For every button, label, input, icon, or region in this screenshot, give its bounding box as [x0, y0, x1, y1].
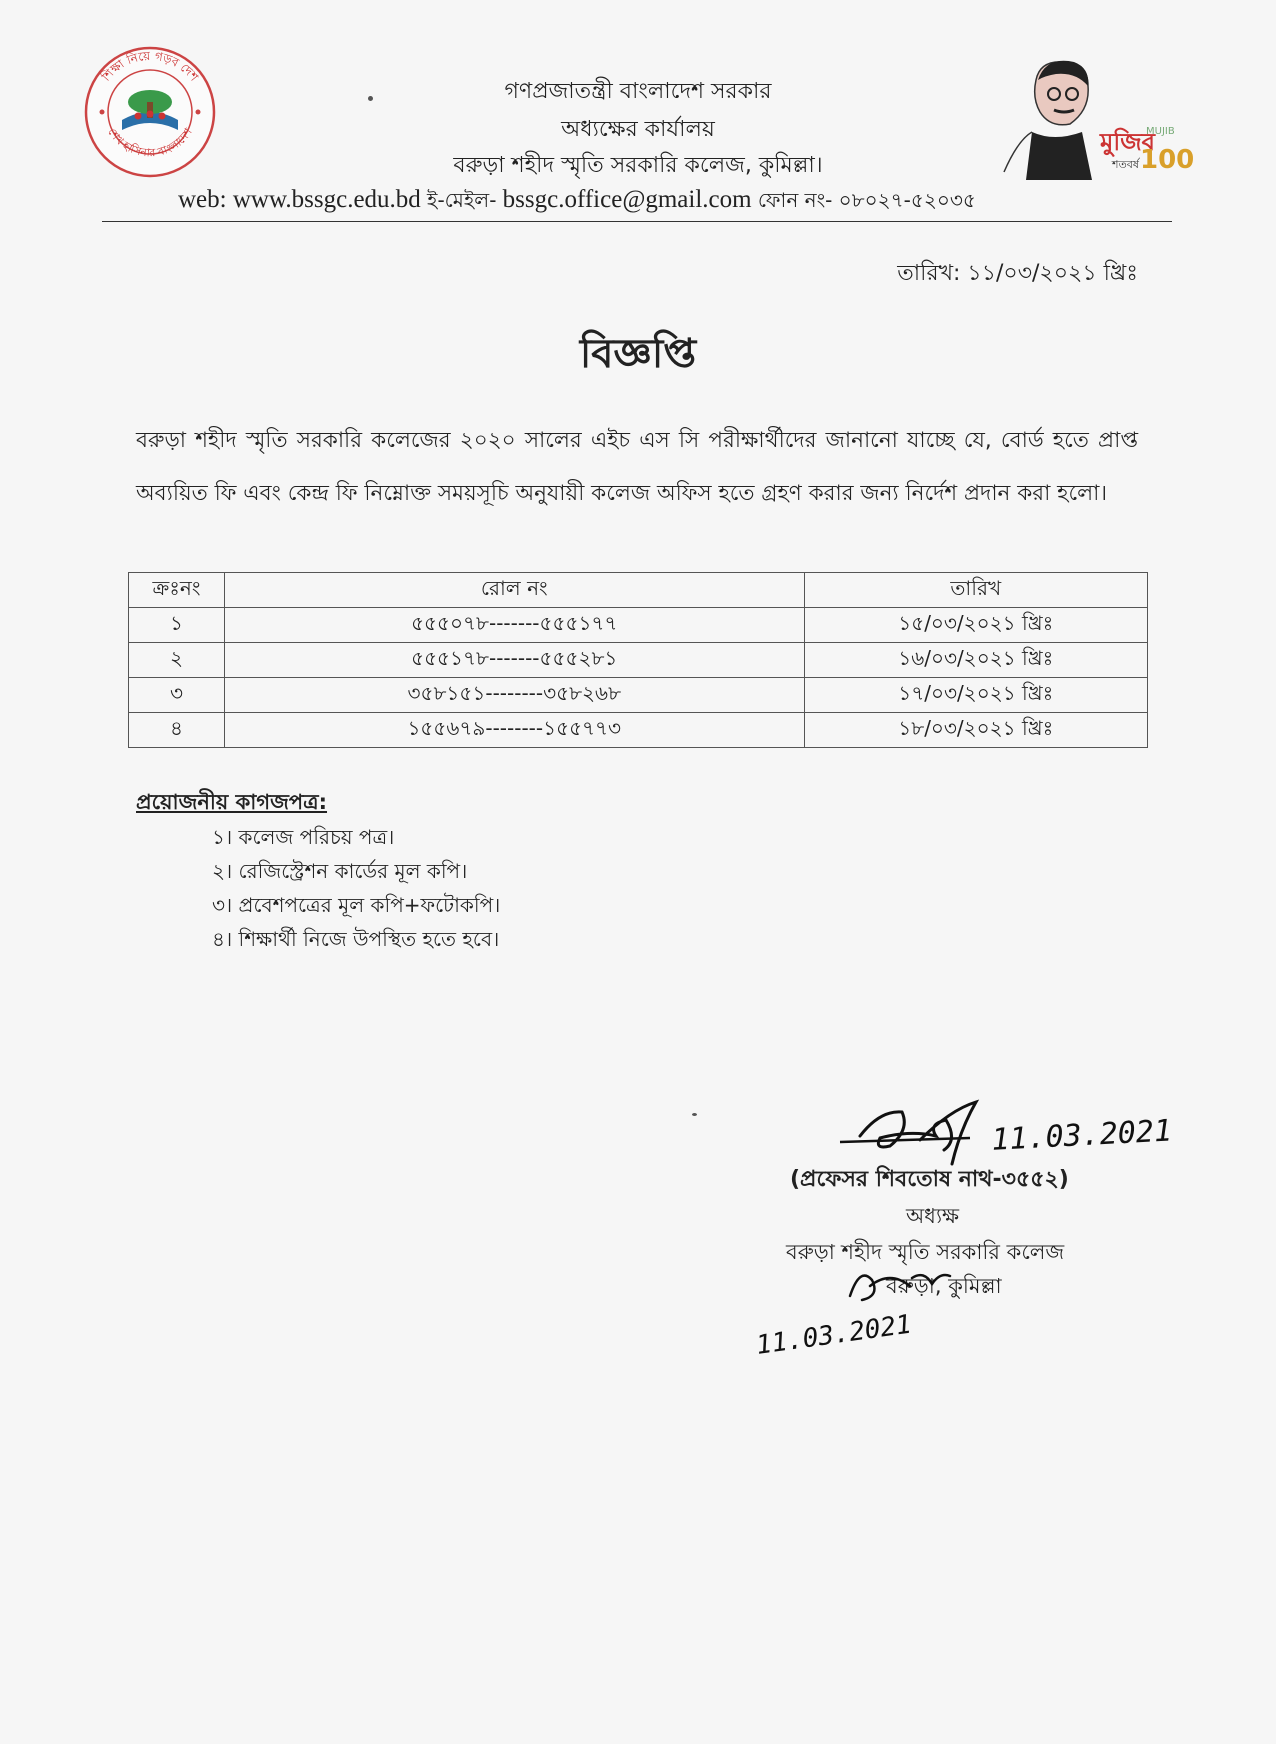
principal-place: বরুড়া, কুমিল্লা [886, 1274, 1002, 1298]
serial-cell: ১ [129, 608, 225, 643]
list-item: ৩। প্রবেশপত্রের মূল কপি+ফটোকপি। [212, 893, 501, 917]
scan-speck [368, 96, 373, 101]
serial-cell: ৪ [129, 713, 225, 748]
svg-text:100: 100 [1140, 145, 1195, 175]
date-cell: ১৬/০৩/২০২১ খ্রিঃ [804, 643, 1147, 678]
serial-cell: ৩ [129, 678, 225, 713]
serial-cell: ২ [129, 643, 225, 678]
principal-college: বরুড়া শহীদ স্মৃতি সরকারি কলেজ [786, 1240, 1065, 1264]
roll-range-cell: ১৫৫৬৭৯--------১৫৫৭৭৩ [224, 713, 804, 748]
list-item: ৪। শিক্ষার্থী নিজে উপস্থিত হতে হবে। [212, 927, 500, 951]
requirements-list [212, 820, 500, 956]
email-link[interactable]: bssgc.office@gmail.com [502, 186, 752, 213]
table-header-row [129, 573, 1148, 608]
principal-name: (প্রফেসর শিবতোষ নাথ-৩৫৫২) [790, 1167, 1069, 1192]
email-label: ই-মেইল- [427, 188, 497, 212]
svg-text:MUJIB: MUJIB [1146, 126, 1175, 137]
roll-range-cell: ৫৫৫০৭৮-------৫৫৫১৭৭ [224, 608, 804, 643]
notice-title: বিজ্ঞপ্তি [579, 331, 697, 377]
table-row [129, 713, 1148, 748]
table-row [129, 608, 1148, 643]
table-row [129, 643, 1148, 678]
svg-text:11.03.2021: 11.03.2021 [990, 1113, 1173, 1158]
notice-date: তারিখ: ১১/০৩/২০২১ খ্রিঃ [897, 261, 1138, 286]
header-college: বরুড়া শহীদ স্মৃতি সরকারি কলেজ, কুমিল্লা। [453, 153, 823, 178]
notice-body: বরুড়া শহীদ স্মৃতি সরকারি কলেজের ২০২০ সালের এইচ এস সি পরীক্ষার্থীদের জানানো যাচ্ছে যে, বোর্ড হতে প্রাপ্ত অব্যয়িত ফি এবং কেন্দ্র ফি নিম্নোক্ত সময়সূচি অনুযায়ী কলেজ অফিস হতে গ্রহণ করার জন্য নির্দেশ প্রদান করা হলো। [136, 428, 1138, 506]
table-row [129, 678, 1148, 713]
principal-role: অধ্যক্ষ [906, 1204, 960, 1228]
scan-speck [692, 1113, 697, 1116]
col-serial-header: ক্রঃনং [129, 573, 225, 608]
phone-number: ০৮০২৭-৫২০৩৫ [838, 188, 976, 212]
phone-label: ফোন নং- [757, 188, 833, 212]
col-roll-header: রোল নং [224, 573, 804, 608]
roll-range-cell: ৫৫৫১৭৮-------৫৫৫২৮১ [224, 643, 804, 678]
schedule-table [128, 572, 1148, 748]
date-cell: ১৮/০৩/২০২১ খ্রিঃ [804, 713, 1147, 748]
header-divider [102, 221, 1172, 222]
header-government: গণপ্রজাতন্ত্রী বাংলাদেশ সরকার [504, 79, 772, 104]
svg-text:মুজিব: মুজিব [1100, 128, 1156, 156]
website-link[interactable]: web: www.bssgc.edu.bd [178, 186, 421, 213]
requirements-title: প্রয়োজনীয় কাগজপত্র: [136, 790, 328, 814]
date-cell: ১৫/০৩/২০২১ খ্রিঃ [804, 608, 1147, 643]
handwritten-signature-icon [754, 1090, 1173, 1361]
date-cell: ১৭/০৩/২০২১ খ্রিঃ [804, 678, 1147, 713]
header-contact [178, 186, 976, 219]
svg-text:শেখ হাসিনার বাংলাদেশ: শেখ হাসিনার বাংলাদেশ [105, 125, 195, 160]
list-item: ১। কলেজ পরিচয় পত্র। [212, 825, 395, 849]
svg-text:11.03.2021: 11.03.2021 [754, 1309, 914, 1361]
svg-text:শিক্ষা নিয়ে গড়ব দেশ: শিক্ষা নিয়ে গড়ব দেশ [99, 48, 202, 84]
svg-text:শতবর্ষ: শতবর্ষ [1112, 158, 1139, 171]
roll-range-cell: ৩৫৮১৫১--------৩৫৮২৬৮ [224, 678, 804, 713]
col-date-header: তারিখ [804, 573, 1147, 608]
list-item: ২। রেজিস্ট্রেশন কার্ডের মূল কপি। [212, 859, 468, 883]
header-office: অধ্যক্ষের কার্যালয় [561, 117, 715, 142]
